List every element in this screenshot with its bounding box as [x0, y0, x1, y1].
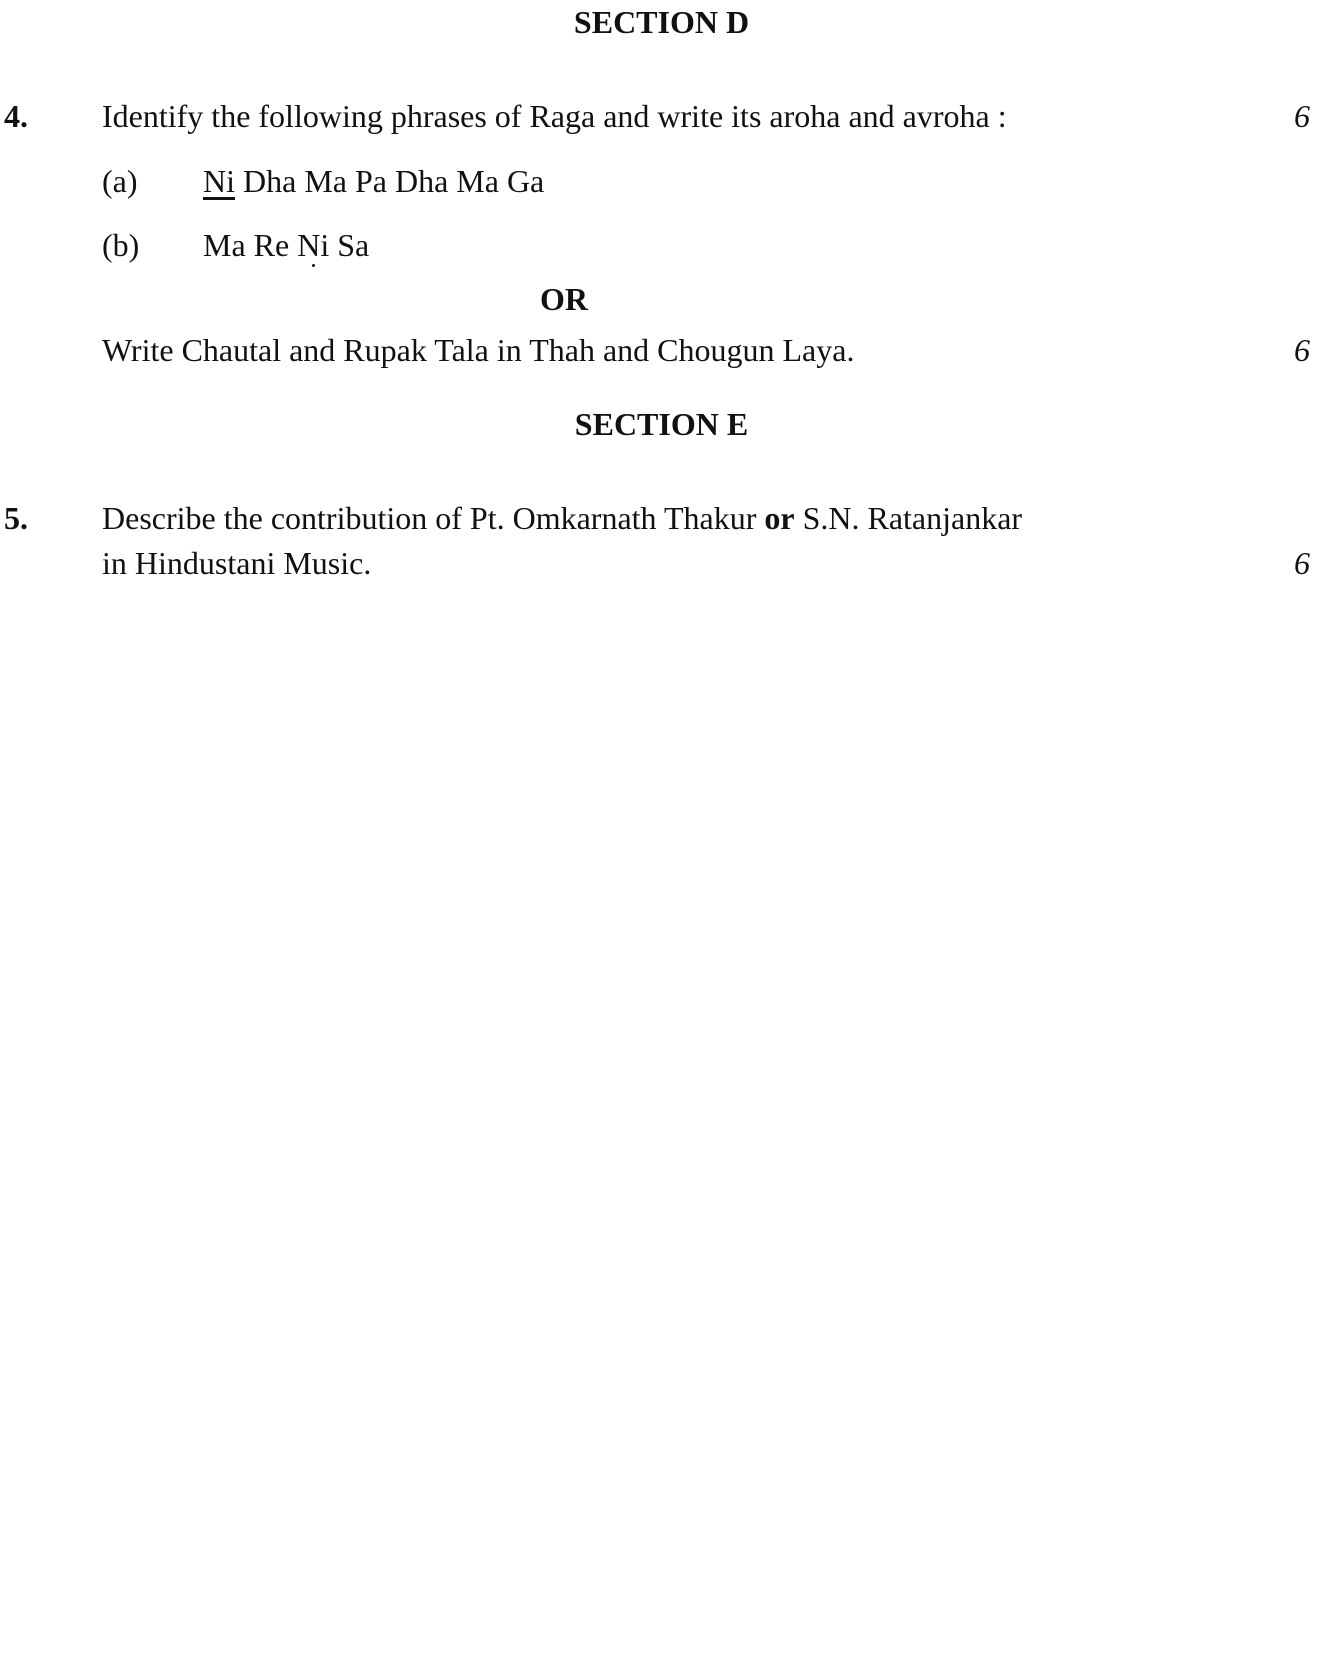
part-b-notes — [203, 229, 369, 261]
question-4-marks: 6 — [1294, 98, 1310, 134]
part-b-label: (b) — [102, 227, 140, 263]
question-5-line2: in Hindustani Music. — [102, 545, 372, 581]
question-4-number: 4. — [4, 98, 28, 134]
alternative-question-text: Write Chautal and Rupak Tala in Thah and Chougun Laya. — [102, 332, 855, 368]
question-5-text-part: Describe the contribution of Pt. Omkarnath Thakur — [102, 500, 765, 536]
part-a-label: (a) — [102, 163, 138, 199]
part-b-prefix: Ma Re — [203, 227, 298, 263]
komal-ni-note: Ni — [203, 163, 235, 199]
question-5-number: 5. — [4, 500, 28, 536]
question-5-text — [102, 502, 1022, 534]
question-5-marks: 6 — [1294, 545, 1310, 581]
or-separator: OR — [540, 281, 588, 317]
section-d-heading: SECTION D — [573, 4, 750, 40]
part-a-rest: Dha Ma Pa Dha Ma Ga — [235, 163, 545, 199]
section-e-heading: SECTION E — [574, 406, 749, 442]
question-5-or: or — [764, 500, 795, 536]
part-a-notes — [203, 165, 544, 197]
question-4-text: Identify the following phrases of Raga and write its aroha and avroha : — [102, 98, 1007, 134]
question-5-text-part: S.N. Ratanjankar — [794, 500, 1023, 536]
mandra-ni-note: Ni — [297, 227, 330, 263]
part-b-suffix: Sa — [329, 227, 370, 263]
alternative-question-marks: 6 — [1294, 332, 1310, 368]
